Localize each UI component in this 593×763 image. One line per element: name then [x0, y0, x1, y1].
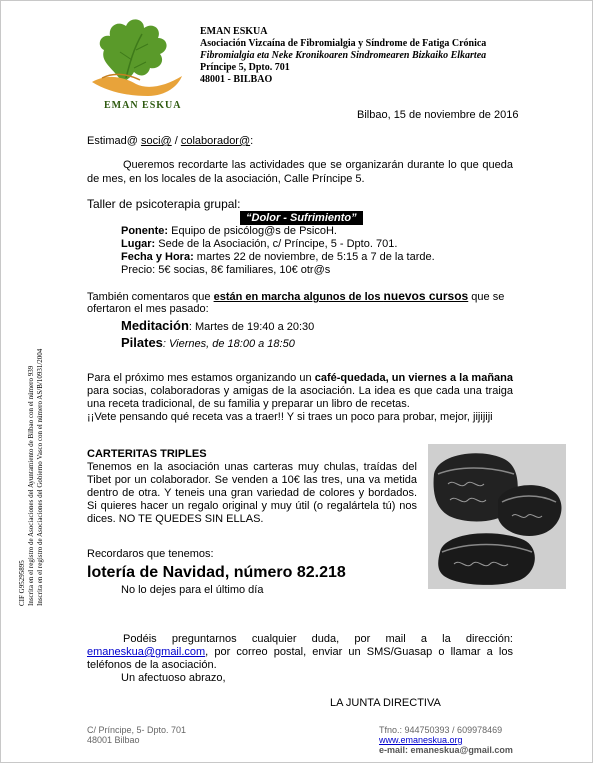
footer-addr1: C/ Príncipe, 5- Dpto. 701 — [87, 725, 187, 735]
ponente-value: Equipo de psicólog@s de PsicoH. — [168, 225, 337, 237]
signature: LA JUNTA DIRECTIVA — [330, 697, 441, 709]
meditacion-label: Meditación — [121, 318, 189, 333]
cafe-p2: para socias, colaboradoras y amigas de la asociación. La idea es que cada una traiga una receta tradicional, de su familia y preparar un libro de recetas. — [87, 385, 513, 410]
meditacion-line — [121, 318, 314, 333]
date-line: Bilbao, 15 de noviembre de 2016 — [357, 109, 519, 121]
cursos-intro-line2: ofertaron el mes pasado: — [87, 303, 209, 315]
ponente-label: Ponente: — [121, 225, 169, 237]
closing-paragraph — [87, 633, 513, 672]
logo — [82, 12, 194, 118]
footer-web-link[interactable]: www.emaneskua.org — [379, 735, 463, 745]
fecha-value: martes 22 de noviembre, de 5:15 a 7 de la tarde. — [193, 251, 435, 263]
wallets-photo — [428, 444, 566, 589]
carteritas-heading: CARTERITAS TRIPLES — [87, 448, 207, 460]
logo-text: EMAN ESKUA — [104, 100, 182, 111]
cafe-bold: café-quedada, un viernes a la mañana — [314, 372, 514, 384]
footer-addr2: 48001 Bilbao — [87, 735, 140, 745]
cafe-p1: Para el próximo mes estamos organizando un — [87, 372, 315, 384]
cursos-intro-a: También comentaros que — [87, 291, 214, 303]
meditacion-time: : Martes de 19:40 a 20:30 — [188, 321, 315, 333]
loteria-note: No lo dejes para el último día — [121, 584, 264, 596]
org-address: Príncipe 5, Dpto. 701 — [200, 62, 290, 73]
org-name: EMAN ESKUA — [200, 26, 268, 37]
org-full-eu: Fibromialgia eta Neke Kronikoaren Sindromearen Bizkaiko Elkartea — [200, 50, 487, 61]
cursos-intro-c: nuevos cursos — [383, 289, 469, 303]
taller-fecha — [121, 251, 435, 263]
taller-lugar — [121, 238, 397, 250]
pilates-line — [121, 335, 295, 350]
closing-p2: , por correo postal, enviar un SMS/Guasap o llamar a los teléfonos de la asociación. — [87, 646, 513, 671]
registry-line-2: Inscrita en el registro de Asociaciones del Gobierno Vasco con el número AS/B/10931/2004 — [36, 348, 44, 606]
cursos-intro — [87, 289, 504, 303]
loteria-intro: Recordaros que tenemos: — [87, 548, 214, 560]
greeting — [87, 135, 253, 147]
pilates-time: : Viernes, de 18:00 a 18:50 — [162, 338, 295, 350]
taller-title: “Dolor - Sufrimiento” — [240, 211, 363, 225]
registry-line-1: Inscrita en el registro de Asociaciones del Ayuntamiento de Bilbao con el número 939 — [27, 365, 35, 606]
pilates-label: Pilates — [121, 335, 163, 350]
taller-ponente — [121, 225, 337, 237]
cursos-intro-d: que se — [468, 291, 505, 303]
footer-phones: Tfno.: 944750393 / 609978469 — [379, 725, 503, 735]
cif: CIF G95295895 — [18, 560, 26, 606]
oak-leaf-hands-icon — [82, 12, 194, 100]
greeting-socio: soci@ — [140, 135, 172, 147]
fecha-label: Fecha y Hora: — [121, 251, 194, 263]
wallets-image-icon — [428, 444, 566, 589]
lugar-label: Lugar: — [121, 238, 156, 250]
cafe-paragraph — [87, 372, 513, 411]
footer-email: e-mail: emaneskua@gmail.com — [379, 745, 513, 755]
greeting-sep: / — [171, 135, 181, 147]
registration-note — [18, 349, 45, 606]
greeting-suffix: : — [250, 135, 254, 147]
org-city: 48001 - BILBAO — [200, 74, 273, 85]
lugar-value: Sede de la Asociación, c/ Príncipe, 5 - Dpto. 701. — [155, 238, 398, 250]
closing-abrazo: Un afectuoso abrazo, — [121, 672, 226, 684]
taller-precio: Precio: 5€ socias, 8€ familiares, 10€ otr@s — [121, 264, 331, 276]
cursos-intro-b: están en marcha algunos de los — [213, 291, 384, 303]
loteria-title: lotería de Navidad, número 82.218 — [87, 564, 346, 581]
greeting-prefix: Estimad@ — [87, 135, 141, 147]
carteritas-body: Tenemos en la asociación unas carteras muy chulas, traídas del Tibet por un colaborador. Se venden a 10€ las tres, una va metida dentro de otra. Y teneis una gran variedad de colores y bordados. Si quieres hacer un regalo original y muy útil (o regalártela tú) nos dices. NO TE QUEDES SIN ELLAS. — [87, 461, 417, 525]
org-full-es: Asociación Vizcaína de Fibromialgia y Síndrome de Fatiga Crónica — [200, 38, 487, 49]
closing-email-link[interactable]: emaneskua@gmail.com — [87, 646, 206, 658]
greeting-colab: colaborador@ — [180, 135, 251, 147]
taller-heading: Taller de psicoterapia grupal: — [87, 197, 241, 211]
closing-p1: Podéis preguntarnos cualquier duda, por mail a la dirección: — [123, 633, 513, 645]
cafe-line3: ¡¡Vete pensando qué receta vas a traer!! Y si traes un poco para probar, mejor, jijijiji — [87, 411, 493, 423]
intro-paragraph: Queremos recordarte las actividades que se organizarán durante lo que queda de mes, en los locales de la asociación, Calle Príncipe 5. — [87, 159, 513, 185]
